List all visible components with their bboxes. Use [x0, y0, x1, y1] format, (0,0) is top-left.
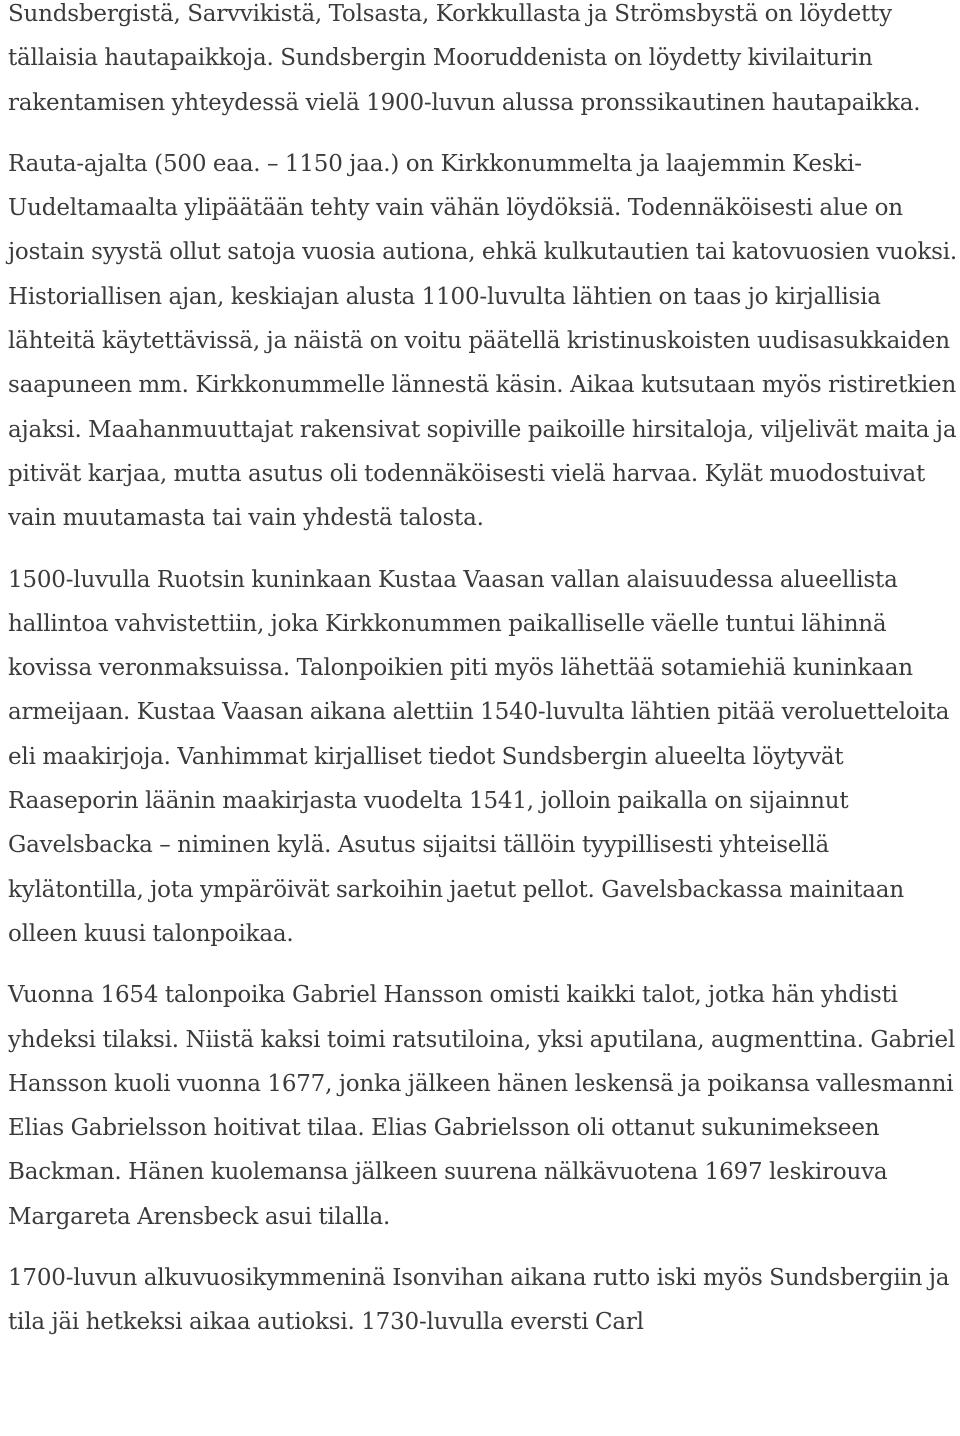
paragraph-1500s-administration: 1500-luvulla Ruotsin kuninkaan Kustaa Vaasan vallan alaisuudessa alueellista hallintoa vahvistettiin, joka Kirkkonummen paikalliselle väelle tuntui lähinnä kovissa veronmaksuissa. Talonpoikien piti myös lähettää sotamiehiä kuninkaan armeijaan. Kustaa Vaasan aikana alettiin 1540-luvulta lähtien pitää veroluetteloita eli maakirjoja. Vanhimmat kirjalliset tiedot Sundsbergin alueelta löytyvät Raaseporin läänin maakirjasta vuodelta 1541, jolloin paikalla on sijainnut Gavelsbacka – niminen kylä. Asutus sijaitsi tällöin tyypillisesti yhteisellä kylätontilla, jota ympäröivät sarkoihin jaetut pellot. Gavelsbackassa mainitaan olleen kuusi talonpoikaa. — [8, 566, 950, 947]
article-body — [8, 0, 958, 1362]
paragraph-iron-age-and-medieval: Rauta-ajalta (500 eaa. – 1150 jaa.) on Kirkkonummelta ja laajemmin Keski-Uudeltamaalta ylipäätään tehty vain vähän löydöksiä. Todennäköisesti alue on jostain syystä ollut satoja vuosia autiona, ehkä kulkutautien tai katovuosien vuoksi. Historiallisen ajan, keskiajan alusta 1100-luvulta lähtien on taas jo kirjallisia lähteitä käytettävissä, ja näistä on voitu päätellä kristinuskoisten uudisasukkaiden saapuneen mm. Kirkkonummelle lännestä käsin. Aikaa kutsutaan myös ristiretkien ajaksi. Maahanmuuttajat rakensivat sopiville paikoille hirsitaloja, viljelivät maita ja pitivät karjaa, mutta asutus oli todennäköisesti vielä harvaa. Kylät muodostuivat vain muutamasta tai vain yhdestä talosta. — [8, 150, 958, 532]
paragraph-bronze-age-burials: Sundsbergistä, Sarvvikistä, Tolsasta, Korkkullasta ja Strömsbystä on löydetty tällaisia hautapaikkoja. Sundsbergin Mooruddenista on löydetty kivilaiturin rakentamisen yhteydessä vielä 1900-luvun alussa pronssikautinen hautapaikka. — [8, 1, 921, 116]
paragraph-1700s-plague: 1700-luvun alkuvuosikymmeninä Isonvihan aikana rutto iski myös Sundsbergiin ja tila jäi hetkeksi aikaa autioksi. 1730-luvulla eversti Carl — [8, 1265, 950, 1336]
paragraph-1654-gabriel-hansson: Vuonna 1654 talonpoika Gabriel Hansson omisti kaikki talot, jotka hän yhdisti yhdeksi tilaksi. Niistä kaksi toimi ratsutiloina, yksi aputilana, augmenttina. Gabriel Hansson kuoli vuonna 1677, jonka jälkeen hänen leskensä ja poikansa vallesmanni Elias Gabrielsson hoitivat tilaa. Elias Gabrielsson oli ottanut sukunimekseen Backman. Hänen kuolemansa jälkeen suurena nälkävuotena 1697 leskirouva Margareta Arensbeck asui tilalla. — [8, 982, 956, 1230]
